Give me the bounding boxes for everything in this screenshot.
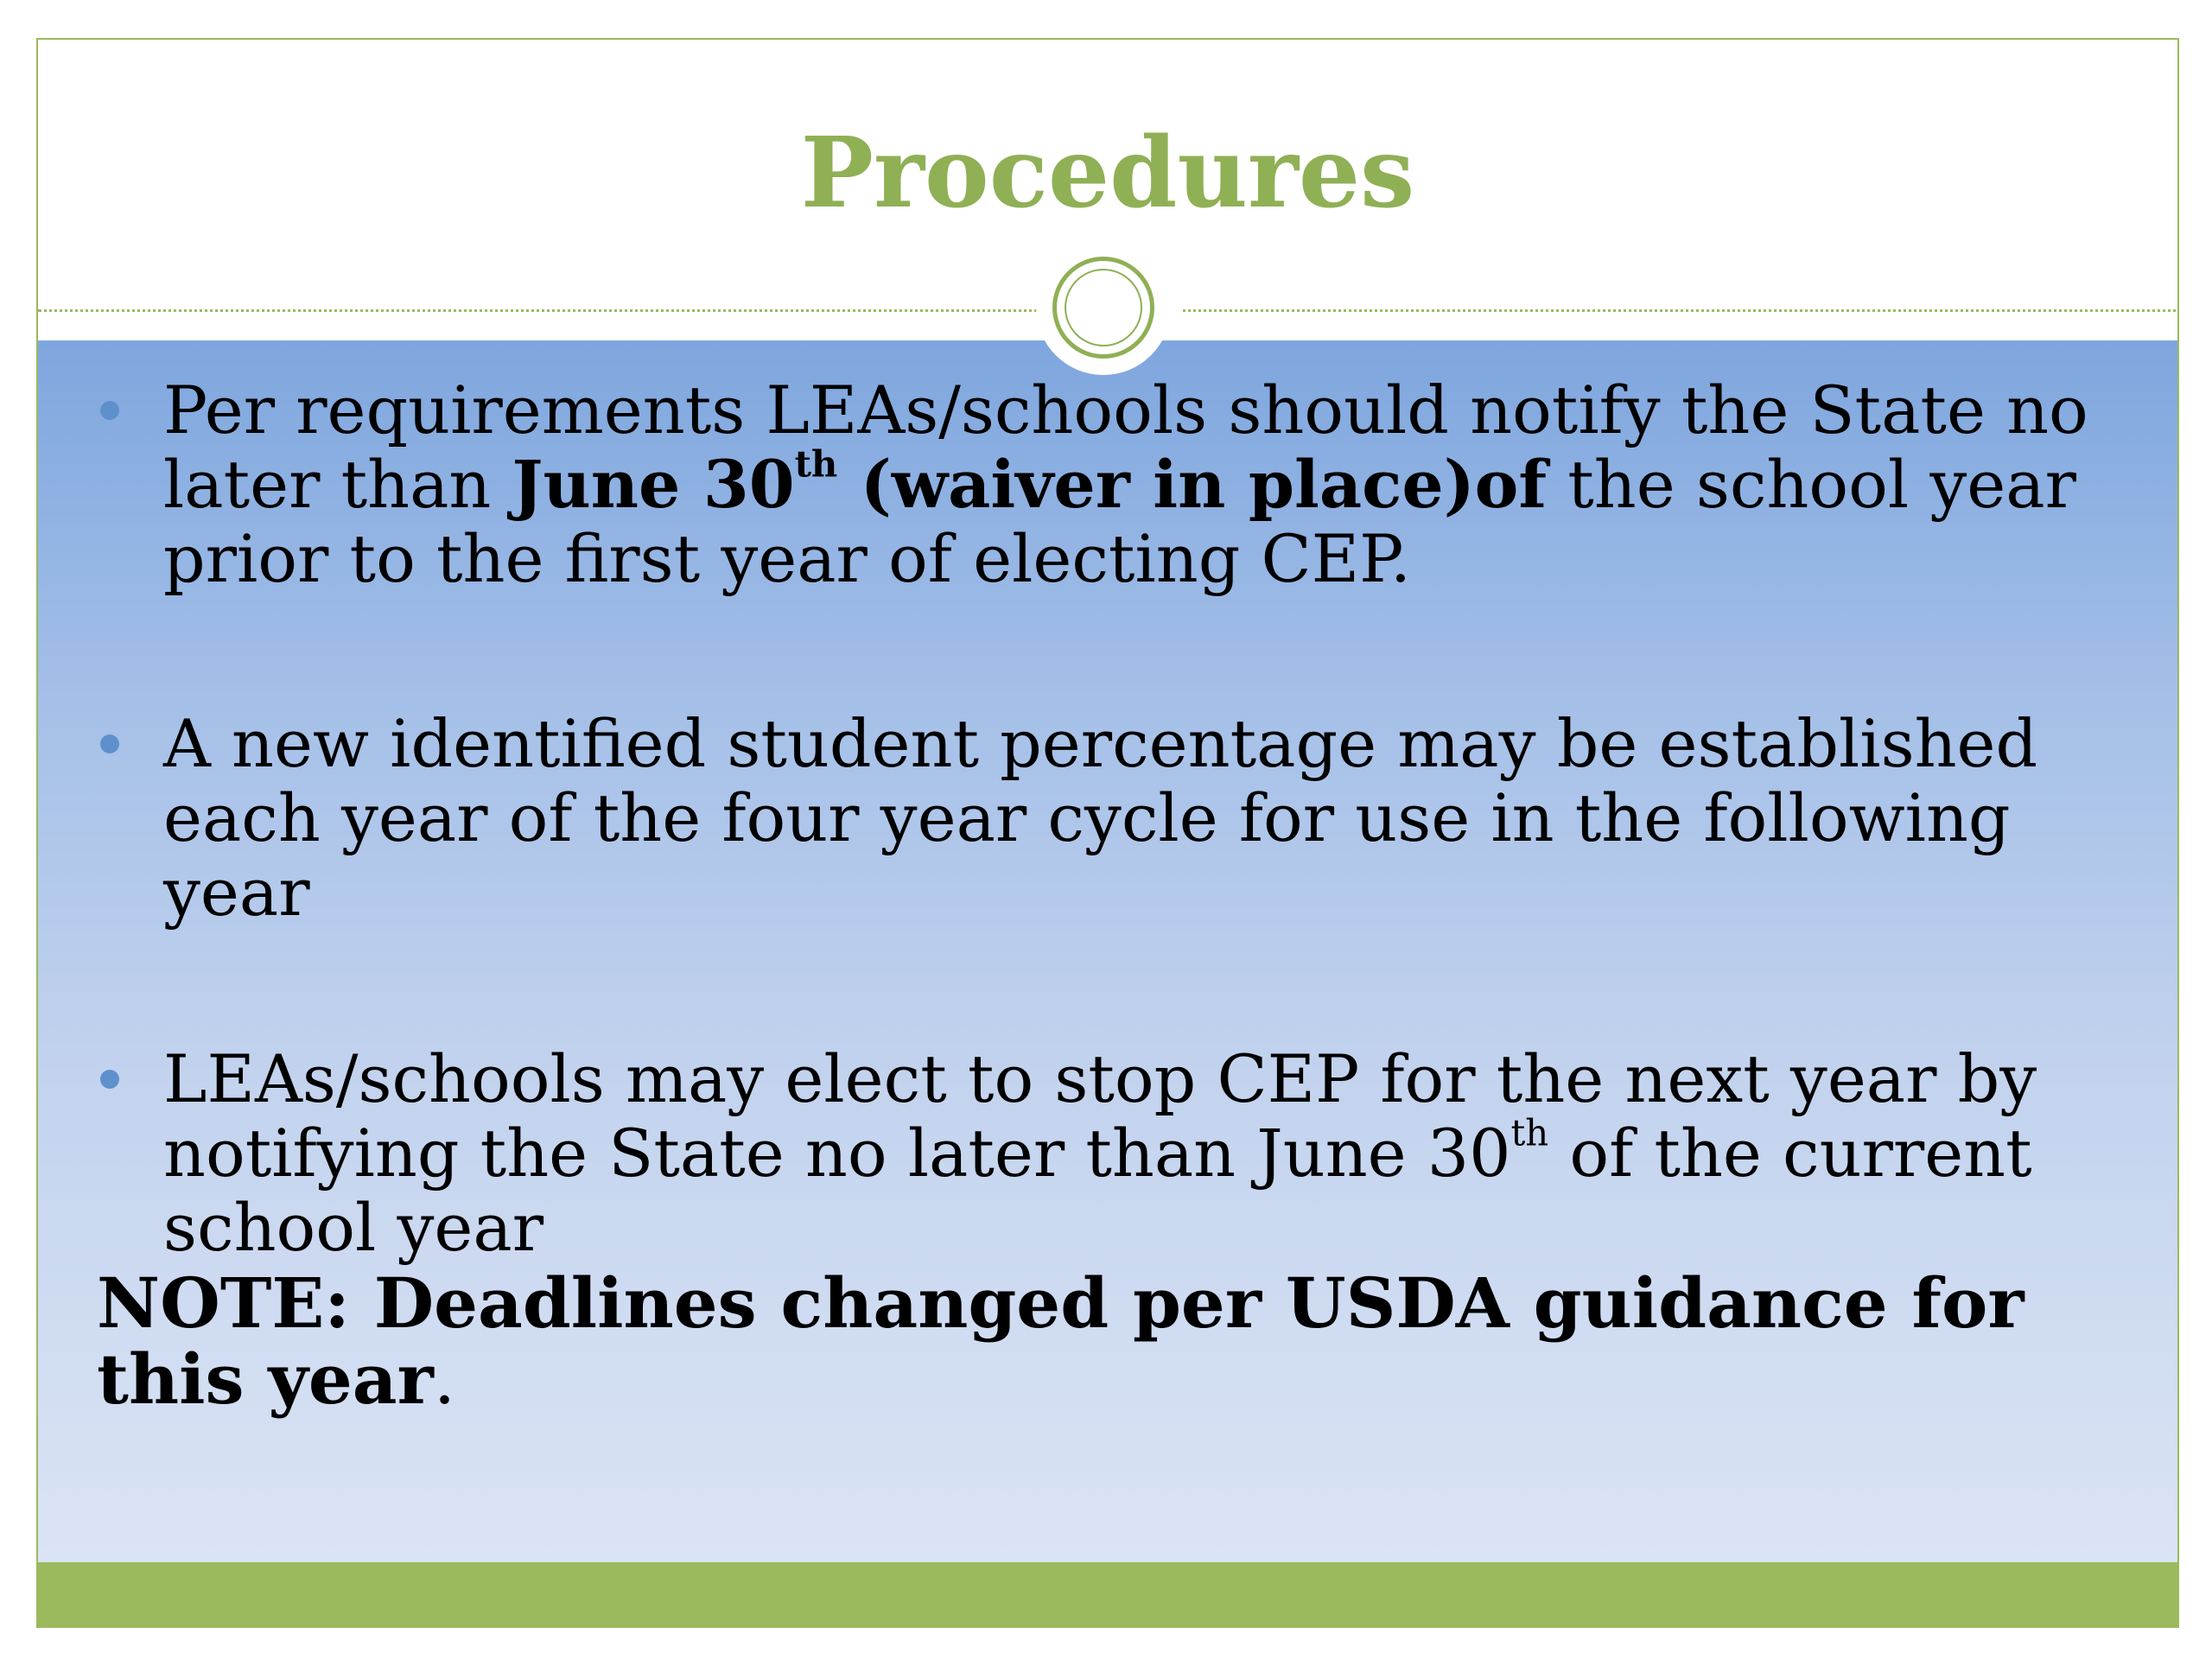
slide-title: Procedures xyxy=(800,117,1415,230)
note-bold-text: NOTE: Deadlines changed per USDA guidance for this year xyxy=(97,1262,2024,1420)
bullet-text: Per requirements LEAs/schools should notify the State no later than xyxy=(163,372,2088,523)
bullet-item-notify-state xyxy=(38,373,2177,596)
bullet-superscript: th xyxy=(794,442,838,486)
slide-body xyxy=(38,373,2177,1418)
title-divider-left xyxy=(38,309,1049,312)
bullet-text: A new identified student percentage may be established each year of the four year cycle for use in the following year xyxy=(163,705,2038,931)
bullet-item-identified-student-percentage xyxy=(38,707,2177,930)
bullet-dot-icon xyxy=(100,1070,119,1089)
note-deadlines xyxy=(38,1262,2177,1420)
bullet-superscript: th xyxy=(1510,1111,1549,1154)
title-divider-right xyxy=(1183,309,2179,312)
slide xyxy=(36,38,2179,1628)
bullet-text: LEAs/schools may elect to stop CEP for the next year by notifying the State no later than June 30 xyxy=(163,1040,2037,1192)
divider-circle-ornament xyxy=(1052,257,1154,359)
bullet-bold-waiver: (waiver in place)of xyxy=(837,446,1548,523)
note-period: . xyxy=(433,1339,456,1420)
bullet-dot-icon xyxy=(100,734,119,753)
footer-bar xyxy=(38,1562,2177,1626)
bullet-text-continued: the school year prior to the first year of electing CEP. xyxy=(163,446,2076,597)
bullet-item-stop-cep xyxy=(38,1042,2177,1265)
bullet-bold-date: June 30 xyxy=(512,446,795,523)
divider-circle-inner-ring xyxy=(1065,269,1142,346)
bullet-dot-icon xyxy=(100,401,119,420)
bullet-text-continued: of the current school year xyxy=(163,1115,2032,1266)
